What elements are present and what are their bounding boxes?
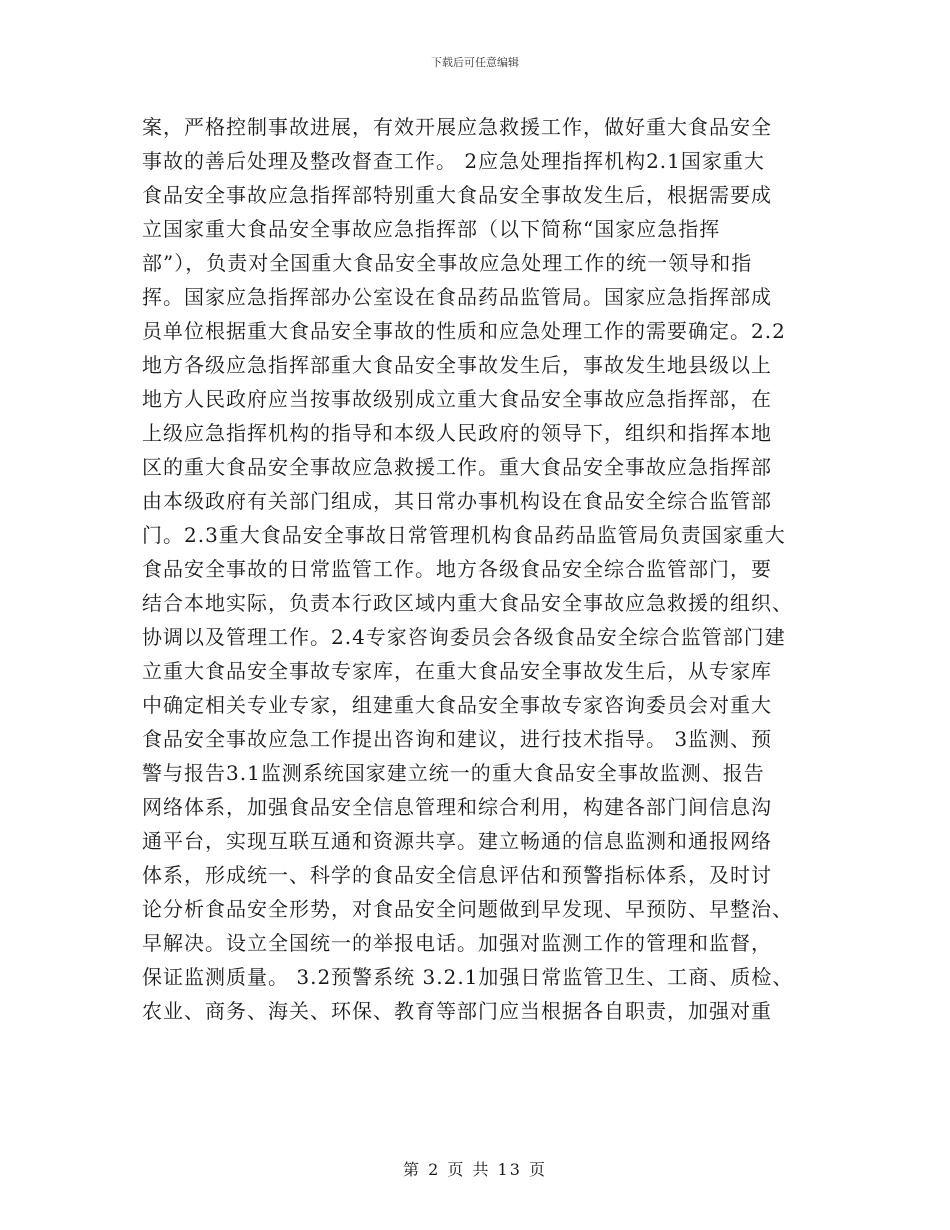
text-line: 保证监测质量。 3.2预警系统 3.2.1加强日常监管卫生、工商、质检、 <box>142 965 794 989</box>
text-line: 体系，形成统一、科学的食品安全信息评估和预警指标体系，及时讨 <box>142 863 772 887</box>
text-line: 农业、商务、海关、环保、教育等部门应当根据各自职责，加强对重 <box>142 999 772 1023</box>
text-line: 上级应急指挥机构的指导和本级人民政府的领导下，组织和指挥本地 <box>142 421 772 445</box>
page-header: 下载后可任意编辑 <box>431 56 519 69</box>
text-line: 论分析食品安全形势，对食品安全问题做到早发现、早预防、早整治、 <box>142 897 793 921</box>
text-line: 挥。国家应急指挥部办公室设在食品药品监管局。国家应急指挥部成 <box>142 285 772 309</box>
text-line: 地方人民政府应当按事故级别成立重大食品安全事故应急指挥部，在 <box>142 387 772 411</box>
text-line: 食品安全事故应急指挥部特别重大食品安全事故发生后，根据需要成 <box>142 183 772 207</box>
document-body <box>142 110 822 1028</box>
text-line: 协调以及管理工作。2.4专家咨询委员会各级食品安全综合监管部门建 <box>142 625 786 649</box>
text-line: 结合本地实际，负责本行政区域内重大食品安全事故应急救援的组织、 <box>142 591 793 615</box>
text-line: 地方各级应急指挥部重大食品安全事故发生后，事故发生地县级以上 <box>142 353 772 377</box>
text-line: 早解决。设立全国统一的举报电话。加强对监测工作的管理和监督， <box>142 931 772 955</box>
text-line: 区的重大食品安全事故应急救援工作。重大食品安全事故应急指挥部 <box>142 455 772 479</box>
text-line: 由本级政府有关部门组成，其日常办事机构设在食品安全综合监管部 <box>142 489 772 513</box>
text-line: 立国家重大食品安全事故应急指挥部（以下简称“国家应急指挥 <box>142 217 721 241</box>
text-line: 通平台，实现互联互通和资源共享。建立畅通的信息监测和通报网络 <box>142 829 772 853</box>
page-number: 第 2 页 共 13 页 <box>403 1160 547 1179</box>
text-line: 员单位根据重大食品安全事故的性质和应急处理工作的需要确定。2.2 <box>142 319 786 343</box>
text-line: 事故的善后处理及整改督查工作。 2应急处理指挥机构2.1国家重大 <box>142 149 765 173</box>
text-line: 部”），负责对全国重大食品安全事故应急处理工作的统一领导和指 <box>142 251 753 275</box>
text-line: 食品安全事故应急工作提出咨询和建议，进行技术指导。 3监测、预 <box>142 727 773 751</box>
text-line: 网络体系，加强食品安全信息管理和综合利用，构建各部门间信息沟 <box>142 795 772 819</box>
text-line: 案，严格控制事故进展，有效开展应急救援工作，做好重大食品安全 <box>142 115 772 139</box>
text-line: 食品安全事故的日常监管工作。地方各级食品安全综合监管部门，要 <box>142 557 772 581</box>
text-line: 中确定相关专业专家，组建重大食品安全事故专家咨询委员会对重大 <box>142 693 772 717</box>
text-line: 门。2.3重大食品安全事故日常管理机构食品药品监管局负责国家重大 <box>142 523 786 547</box>
text-line: 警与报告3.1监测系统国家建立统一的重大食品安全事故监测、报告 <box>142 761 765 785</box>
text-line: 立重大食品安全事故专家库，在重大食品安全事故发生后，从专家库 <box>142 659 772 683</box>
